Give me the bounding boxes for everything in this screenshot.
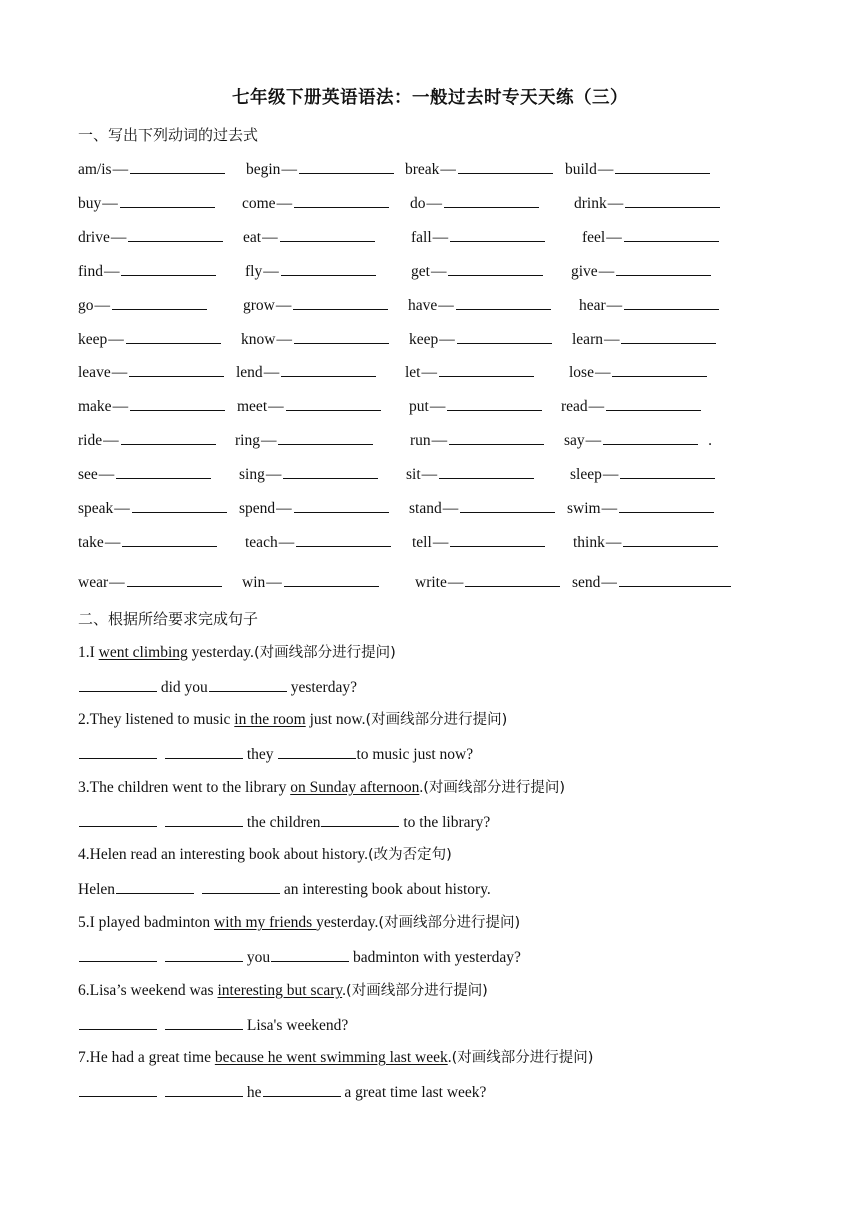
sentence-text: Lisa's weekend? <box>243 1017 349 1034</box>
past-tense-blank[interactable] <box>278 430 373 445</box>
answer-blank[interactable] <box>165 1082 243 1097</box>
instruction-text: (对画线部分进行提问) <box>451 1050 594 1066</box>
verb-dash: — <box>103 432 119 449</box>
verb-item <box>406 464 534 484</box>
verb-base-form: buy <box>78 195 102 212</box>
verb-base-form: have <box>408 297 438 314</box>
verb-item <box>78 227 223 247</box>
verb-base-form: send <box>572 574 601 591</box>
verb-dash: — <box>429 398 446 415</box>
verb-item <box>237 396 381 416</box>
sentence-text: . <box>342 982 347 999</box>
verb-dash: — <box>598 263 615 280</box>
past-tense-blank[interactable] <box>130 159 225 174</box>
verb-base-form: break <box>405 161 440 178</box>
instruction-text: (对画线部分进行提问) <box>253 645 396 661</box>
sentence-text: an interesting book about history. <box>280 881 491 898</box>
question-line <box>78 913 520 933</box>
verb-dash: — <box>263 364 280 381</box>
verb-item <box>78 430 216 450</box>
verb-dash: — <box>447 574 464 591</box>
verb-dash: — <box>442 500 459 517</box>
verb-dash: — <box>268 398 284 415</box>
answer-blank[interactable] <box>271 947 349 962</box>
verb-dash: — <box>440 161 456 178</box>
past-tense-blank[interactable] <box>615 159 710 174</box>
past-tense-blank[interactable] <box>624 227 719 242</box>
answer-line <box>78 1082 486 1103</box>
verb-dash: — <box>102 195 118 212</box>
verb-base-form: begin <box>246 161 281 178</box>
verb-base-form: fly <box>245 263 263 280</box>
verb-dash: — <box>112 398 129 415</box>
sentence-text: yesterday. <box>316 914 379 931</box>
verb-dash: — <box>275 297 292 314</box>
sentence-text: you <box>243 949 271 966</box>
verb-item <box>236 362 376 382</box>
verb-item <box>78 464 211 484</box>
past-tense-blank[interactable] <box>132 498 227 513</box>
answer-blank[interactable] <box>116 879 194 894</box>
verb-dash: — <box>265 466 282 483</box>
answer-line <box>78 677 357 698</box>
verb-item <box>574 193 720 213</box>
answer-blank[interactable] <box>79 677 157 692</box>
section2-heading: 二、根据所给要求完成句子 <box>78 610 259 628</box>
past-tense-blank[interactable] <box>616 261 711 276</box>
sentence-text: just now. <box>305 711 366 728</box>
verb-base-form: build <box>565 161 597 178</box>
verb-dash: — <box>439 331 455 348</box>
past-tense-blank[interactable] <box>612 362 707 377</box>
verb-base-form: swim <box>567 500 601 517</box>
verb-base-form: know <box>241 331 276 348</box>
past-tense-blank[interactable] <box>449 430 544 445</box>
verb-base-form: make <box>78 398 112 415</box>
instruction-text: (改为否定句) <box>367 847 452 863</box>
verb-dash: — <box>111 364 128 381</box>
past-tense-blank[interactable] <box>121 261 216 276</box>
verb-base-form: drink <box>574 195 607 212</box>
verb-base-form: grow <box>243 297 275 314</box>
verb-item <box>564 430 712 450</box>
answer-blank[interactable] <box>165 947 243 962</box>
verb-base-form: get <box>411 263 430 280</box>
underlined-phrase: interesting but scary <box>217 982 343 999</box>
verb-base-form: spend <box>239 500 276 517</box>
verb-item <box>405 362 534 382</box>
verb-base-form: keep <box>409 331 439 348</box>
verb-dash: — <box>278 534 295 551</box>
verb-item <box>411 227 545 247</box>
verb-item <box>579 295 719 315</box>
answer-blank[interactable] <box>321 812 399 827</box>
verb-item <box>239 464 378 484</box>
past-tense-blank[interactable] <box>130 396 225 411</box>
verb-dash: — <box>266 574 282 591</box>
verb-item <box>245 532 391 552</box>
verb-dash: — <box>601 574 617 591</box>
verb-base-form: feel <box>582 229 606 246</box>
past-tense-blank[interactable] <box>603 430 698 445</box>
verb-item <box>235 430 373 450</box>
verb-base-form: run <box>410 432 431 449</box>
verb-dash: — <box>112 161 129 178</box>
verb-dash: — <box>421 364 437 381</box>
sentence-text: the children <box>243 814 321 831</box>
verb-dash: — <box>588 398 605 415</box>
question-line <box>78 1048 593 1068</box>
verb-base-form: tell <box>412 534 432 551</box>
page-title: 七年级下册英语语法：一般过去时专天天练（三） <box>232 88 628 108</box>
past-tense-blank[interactable] <box>127 572 222 587</box>
sentence-text: 7.He had a great time <box>78 1049 215 1066</box>
verb-dash: — <box>104 534 121 551</box>
sentence-text: 2.They listened to music <box>78 711 235 728</box>
sentence-text: . <box>419 779 424 796</box>
verb-item <box>572 329 716 349</box>
verb-item <box>409 498 555 518</box>
verb-base-form: read <box>561 398 588 415</box>
past-tense-blank[interactable] <box>448 261 543 276</box>
past-tense-blank[interactable] <box>621 329 716 344</box>
verb-item <box>78 572 222 592</box>
question-line <box>78 981 488 1001</box>
answer-blank[interactable] <box>263 1082 341 1097</box>
past-tense-blank[interactable] <box>620 464 715 479</box>
verb-base-form: think <box>573 534 605 551</box>
past-tense-blank[interactable] <box>283 464 378 479</box>
sentence-text: 1.I <box>78 644 99 661</box>
verb-dash: — <box>276 195 293 212</box>
verb-base-form: put <box>409 398 429 415</box>
past-tense-blank[interactable] <box>121 430 216 445</box>
question-line <box>78 845 452 865</box>
answer-line <box>78 947 521 968</box>
verb-base-form: write <box>415 574 447 591</box>
verb-base-form: sing <box>239 466 265 483</box>
past-tense-blank[interactable] <box>606 396 701 411</box>
answer-line <box>78 812 490 833</box>
past-tense-blank[interactable] <box>116 464 211 479</box>
past-tense-blank[interactable] <box>112 295 207 310</box>
verb-dash: — <box>603 331 620 348</box>
verb-dash: — <box>601 500 618 517</box>
verb-base-form: win <box>242 574 266 591</box>
verb-dash: — <box>594 364 611 381</box>
verb-dash: — <box>606 297 623 314</box>
past-tense-blank[interactable] <box>293 295 388 310</box>
sentence-text: did you <box>157 679 208 696</box>
verb-item <box>573 532 718 552</box>
verb-item <box>78 159 225 179</box>
underlined-phrase: on Sunday afternoon <box>290 779 420 796</box>
verb-base-form: do <box>410 195 426 212</box>
verb-dash: — <box>114 500 130 517</box>
verb-item <box>409 396 542 416</box>
verb-item <box>405 159 553 179</box>
verb-base-form: hear <box>579 297 606 314</box>
answer-blank[interactable] <box>165 812 243 827</box>
sentence-text: 4.Helen read an interesting book about history. <box>78 846 368 863</box>
past-tense-blank[interactable] <box>284 572 379 587</box>
past-tense-blank[interactable] <box>286 396 381 411</box>
verb-item <box>78 329 221 349</box>
underlined-phrase: went climbing <box>98 644 188 661</box>
past-tense-blank[interactable] <box>128 227 223 242</box>
past-tense-blank[interactable] <box>619 572 731 587</box>
sentence-text: they <box>243 746 278 763</box>
past-tense-blank[interactable] <box>120 193 215 208</box>
verb-item <box>243 295 388 315</box>
verb-item <box>78 261 216 281</box>
verb-item <box>567 498 714 518</box>
answer-line <box>78 879 491 900</box>
past-tense-blank[interactable] <box>458 159 553 174</box>
past-tense-blank[interactable] <box>129 362 224 377</box>
past-tense-blank[interactable] <box>457 329 552 344</box>
verb-dash: — <box>103 263 120 280</box>
verb-dash: — <box>606 229 622 246</box>
verb-item <box>243 227 375 247</box>
past-tense-blank[interactable] <box>439 362 534 377</box>
verb-base-form: ring <box>235 432 260 449</box>
answer-blank[interactable] <box>79 812 157 827</box>
verb-dash: — <box>426 195 442 212</box>
answer-blank[interactable] <box>165 1015 243 1030</box>
answer-line <box>78 744 473 765</box>
verb-dash: — <box>276 331 292 348</box>
past-tense-blank[interactable] <box>294 193 389 208</box>
sentence-text: yesterday. <box>187 644 254 661</box>
verb-item <box>78 295 207 315</box>
verb-base-form: speak <box>78 500 114 517</box>
past-tense-blank[interactable] <box>299 159 394 174</box>
sentence-text: . <box>447 1049 452 1066</box>
question-line <box>78 710 507 730</box>
verb-dash: — <box>605 534 622 551</box>
verb-base-form: meet <box>237 398 268 415</box>
past-tense-blank[interactable] <box>619 498 714 513</box>
verb-dash: — <box>260 432 277 449</box>
instruction-text: (对画线部分进行提问) <box>346 983 488 999</box>
verb-base-form: give <box>571 263 598 280</box>
verb-base-form: take <box>78 534 104 551</box>
verb-base-form: fall <box>411 229 432 246</box>
verb-base-form: say <box>564 432 585 449</box>
verb-item <box>245 261 376 281</box>
past-tense-blank[interactable] <box>447 396 542 411</box>
verb-base-form: come <box>242 195 276 212</box>
verb-base-form: see <box>78 466 98 483</box>
verb-item <box>569 362 707 382</box>
past-tense-blank[interactable] <box>126 329 221 344</box>
verb-dash: — <box>110 229 127 246</box>
verb-dash: — <box>585 432 602 449</box>
verb-item <box>412 532 545 552</box>
verb-item <box>571 261 711 281</box>
verb-item <box>241 329 389 349</box>
verb-item <box>242 193 389 213</box>
verb-base-form: wear <box>78 574 109 591</box>
verb-dash: — <box>263 263 279 280</box>
verb-dash: — <box>276 500 292 517</box>
verb-dash: — <box>597 161 614 178</box>
past-tense-blank[interactable] <box>624 295 719 310</box>
verb-dash: — <box>432 229 449 246</box>
instruction-text: (对画线部分进行提问) <box>365 712 508 728</box>
verb-item <box>78 193 215 213</box>
sentence-text: to music just now? <box>356 746 474 763</box>
verb-dash: — <box>281 161 297 178</box>
sentence-text: a great time last week? <box>340 1084 487 1101</box>
past-tense-blank[interactable] <box>281 362 376 377</box>
answer-blank[interactable] <box>165 744 243 759</box>
verb-item <box>242 572 379 592</box>
verb-base-form: keep <box>78 331 108 348</box>
verb-base-form: lose <box>569 364 594 381</box>
past-tense-blank[interactable] <box>280 227 375 242</box>
underlined-phrase: with my friends <box>214 914 317 931</box>
answer-blank[interactable] <box>202 879 280 894</box>
past-tense-blank[interactable] <box>623 532 718 547</box>
verb-item <box>572 572 731 592</box>
verb-dash: — <box>602 466 619 483</box>
verb-base-form: am/is <box>78 161 112 178</box>
verb-item <box>582 227 719 247</box>
answer-blank[interactable] <box>209 677 287 692</box>
verb-item <box>411 261 543 281</box>
answer-blank[interactable] <box>79 1015 157 1030</box>
answer-line <box>78 1015 348 1036</box>
verb-base-form: eat <box>243 229 262 246</box>
verb-base-form: sit <box>406 466 421 483</box>
instruction-text: (对画线部分进行提问) <box>378 915 521 931</box>
verb-dash: — <box>109 574 125 591</box>
sentence-text: he <box>243 1084 262 1101</box>
sentence-text: badminton with yesterday? <box>349 949 521 966</box>
sentence-text: 5.I played badminton <box>78 914 215 931</box>
past-tense-blank[interactable] <box>122 532 217 547</box>
verb-base-form: sleep <box>570 466 602 483</box>
past-tense-blank[interactable] <box>460 498 555 513</box>
verb-item <box>78 362 224 382</box>
sentence-text: 3.The children went to the library <box>78 779 291 796</box>
past-tense-blank[interactable] <box>450 227 545 242</box>
trailing-dot: . <box>708 432 713 449</box>
verb-dash: — <box>430 263 447 280</box>
verb-base-form: find <box>78 263 103 280</box>
past-tense-blank[interactable] <box>456 295 551 310</box>
verb-base-form: teach <box>245 534 278 551</box>
past-tense-blank[interactable] <box>450 532 545 547</box>
verb-base-form: learn <box>572 331 603 348</box>
sentence-text: Helen <box>78 881 116 898</box>
verb-item <box>410 430 544 450</box>
question-line <box>78 778 565 798</box>
verb-base-form: go <box>78 297 94 314</box>
underlined-phrase: in the room <box>234 711 306 728</box>
verb-dash: — <box>262 229 278 246</box>
verb-item <box>410 193 539 213</box>
verb-item <box>78 396 225 416</box>
verb-dash: — <box>98 466 115 483</box>
verb-dash: — <box>607 195 624 212</box>
verb-base-form: drive <box>78 229 110 246</box>
verb-dash: — <box>438 297 454 314</box>
verb-base-form: ride <box>78 432 103 449</box>
verb-item <box>409 329 552 349</box>
verb-item <box>246 159 394 179</box>
past-tense-blank[interactable] <box>296 532 391 547</box>
verb-item <box>570 464 715 484</box>
underlined-phrase: because he went swimming last week <box>214 1049 448 1066</box>
verb-base-form: let <box>405 364 421 381</box>
verb-dash: — <box>421 466 438 483</box>
sentence-text: yesterday? <box>286 679 357 696</box>
past-tense-blank[interactable] <box>294 329 389 344</box>
verb-dash: — <box>432 534 449 551</box>
verb-dash: — <box>108 331 124 348</box>
verb-item <box>561 396 701 416</box>
past-tense-blank[interactable] <box>444 193 539 208</box>
verb-item <box>78 498 227 518</box>
verb-base-form: stand <box>409 500 442 517</box>
verb-item <box>565 159 710 179</box>
sentence-text: to the library? <box>399 814 491 831</box>
verb-item <box>408 295 551 315</box>
verb-item <box>78 532 217 552</box>
past-tense-blank[interactable] <box>625 193 720 208</box>
section1-heading: 一、写出下列动词的过去式 <box>78 126 259 144</box>
instruction-text: (对画线部分进行提问) <box>423 780 566 796</box>
answer-blank[interactable] <box>79 947 157 962</box>
verb-dash: — <box>431 432 448 449</box>
past-tense-blank[interactable] <box>465 572 560 587</box>
question-line <box>78 643 396 663</box>
past-tense-blank[interactable] <box>294 498 389 513</box>
past-tense-blank[interactable] <box>439 464 534 479</box>
answer-blank[interactable] <box>278 744 356 759</box>
past-tense-blank[interactable] <box>281 261 376 276</box>
sentence-text: 6.Lisa’s weekend was <box>78 982 218 999</box>
verb-item <box>415 572 560 592</box>
verb-base-form: lend <box>236 364 263 381</box>
verb-item <box>239 498 389 518</box>
verb-base-form: leave <box>78 364 111 381</box>
answer-blank[interactable] <box>79 1082 157 1097</box>
answer-blank[interactable] <box>79 744 157 759</box>
verb-dash: — <box>94 297 110 314</box>
